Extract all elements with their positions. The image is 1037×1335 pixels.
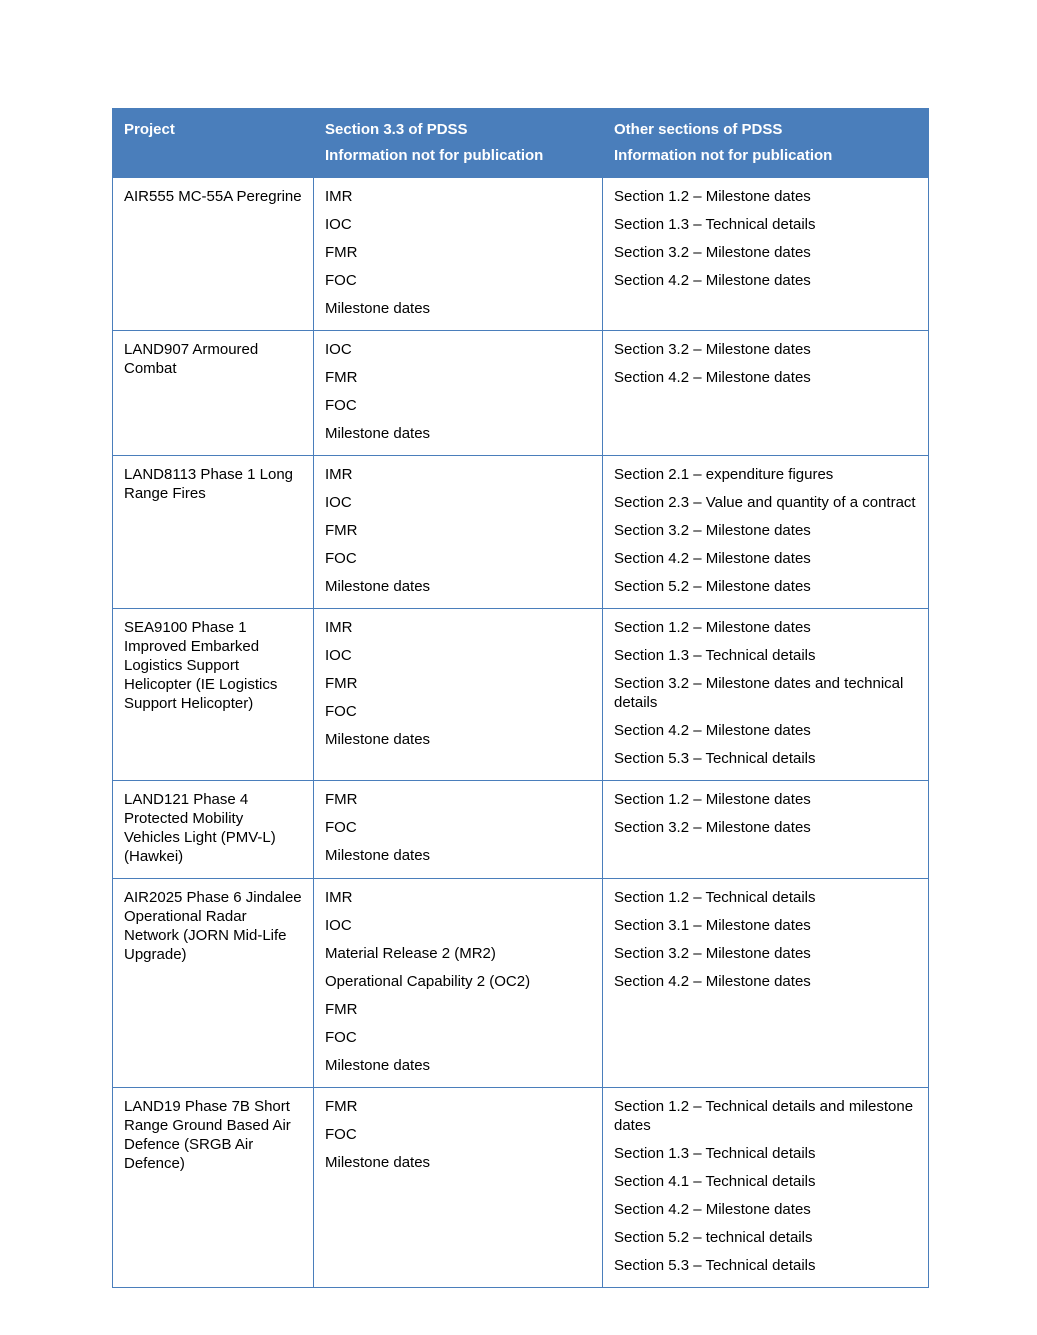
cell-item: Section 2.1 – expenditure figures (614, 466, 834, 483)
table-row (113, 609, 929, 781)
cell-item: FOC (325, 397, 357, 414)
cell-item: Section 4.2 – Milestone dates (614, 1201, 811, 1218)
cell-section-3-3 (314, 178, 603, 331)
cell-item: Section 4.2 – Milestone dates (614, 272, 811, 289)
cell-item: Section 1.2 – Milestone dates (614, 791, 811, 808)
column-header-line: Section 3.3 of PDSS (325, 121, 468, 138)
column-header-other_sections (603, 109, 929, 178)
cell-section-3-3 (314, 781, 603, 879)
column-header-line: Project (124, 121, 175, 138)
cell-item: Milestone dates (325, 731, 431, 748)
cell-item: Section 2.3 – Value and quantity of a contract (614, 494, 916, 511)
cell-project (113, 331, 314, 456)
cell-item: Section 1.2 – Technical details (614, 889, 816, 906)
cell-other-sections (603, 178, 929, 331)
project-name: LAND907 Armoured Combat (124, 341, 259, 377)
table-row (113, 178, 929, 331)
cell-item: FMR (325, 1098, 358, 1115)
cell-item: IOC (325, 917, 352, 934)
cell-item: Section 1.3 – Technical details (614, 647, 816, 664)
cell-section-3-3 (314, 1088, 603, 1288)
project-name: LAND121 Phase 4 Protected Mobility Vehicles Light (PMV-L) (Hawkei) (124, 791, 276, 865)
cell-item: Section 5.2 – Milestone dates (614, 578, 811, 595)
cell-item: Section 1.2 – Technical details and milestone dates (614, 1098, 914, 1134)
cell-other-sections (603, 609, 929, 781)
cell-item: Milestone dates (325, 425, 431, 442)
cell-other-sections (603, 456, 929, 609)
cell-item: Section 3.2 – Milestone dates (614, 945, 811, 962)
table-row (113, 879, 929, 1088)
cell-item: IOC (325, 341, 352, 358)
cell-item: Section 4.1 – Technical details (614, 1173, 816, 1190)
cell-item: Section 5.3 – Technical details (614, 750, 816, 767)
table-row (113, 331, 929, 456)
cell-item: Section 1.2 – Milestone dates (614, 619, 811, 636)
table-header (113, 109, 929, 178)
table-row (113, 781, 929, 879)
cell-item: Milestone dates (325, 300, 431, 317)
cell-item: FOC (325, 819, 357, 836)
cell-item: FMR (325, 522, 358, 539)
table-body (113, 178, 929, 1288)
cell-item: Section 3.1 – Milestone dates (614, 917, 811, 934)
cell-item: IOC (325, 216, 352, 233)
cell-item: FMR (325, 791, 358, 808)
cell-item: Section 5.3 – Technical details (614, 1257, 816, 1274)
cell-item: IMR (325, 619, 353, 636)
cell-project (113, 781, 314, 879)
cell-item: Milestone dates (325, 1154, 431, 1171)
cell-item: Section 3.2 – Milestone dates (614, 819, 811, 836)
cell-item: IOC (325, 494, 352, 511)
cell-section-3-3 (314, 879, 603, 1088)
cell-section-3-3 (314, 609, 603, 781)
cell-item: FOC (325, 1029, 357, 1046)
cell-item: Section 4.2 – Milestone dates (614, 550, 811, 567)
cell-item: IMR (325, 889, 353, 906)
column-header-line: Information not for publication (614, 147, 833, 164)
cell-item: FOC (325, 703, 357, 720)
cell-item: Material Release 2 (MR2) (325, 945, 496, 962)
cell-section-3-3 (314, 456, 603, 609)
cell-other-sections (603, 879, 929, 1088)
cell-item: Section 1.3 – Technical details (614, 216, 816, 233)
cell-item: FOC (325, 272, 357, 289)
cell-item: Section 4.2 – Milestone dates (614, 722, 811, 739)
cell-project (113, 1088, 314, 1288)
cell-item: FOC (325, 1126, 357, 1143)
cell-item: Section 3.2 – Milestone dates (614, 244, 811, 261)
cell-project (113, 609, 314, 781)
cell-other-sections (603, 781, 929, 879)
cell-item: Milestone dates (325, 847, 431, 864)
table-row (113, 1088, 929, 1288)
column-header-line: Other sections of PDSS (614, 121, 783, 138)
cell-item: Section 3.2 – Milestone dates (614, 522, 811, 539)
column-header-project (113, 109, 314, 178)
cell-item: FMR (325, 1001, 358, 1018)
column-header-section_33 (314, 109, 603, 178)
cell-project (113, 178, 314, 331)
cell-other-sections (603, 331, 929, 456)
cell-item: FMR (325, 244, 358, 261)
cell-project (113, 879, 314, 1088)
cell-item: FMR (325, 369, 358, 386)
cell-item: Operational Capability 2 (OC2) (325, 973, 531, 990)
cell-item: Section 4.2 – Milestone dates (614, 973, 811, 990)
pdss-information-not-for-publication-table (112, 108, 929, 1288)
cell-item: IMR (325, 188, 353, 205)
cell-section-3-3 (314, 331, 603, 456)
header-row (113, 109, 929, 178)
cell-project (113, 456, 314, 609)
cell-other-sections (603, 1088, 929, 1288)
cell-item: IMR (325, 466, 353, 483)
cell-item: Section 3.2 – Milestone dates and technical details (614, 675, 904, 711)
pdss-table-container (112, 108, 928, 1288)
table-row (113, 456, 929, 609)
column-header-line: Information not for publication (325, 147, 544, 164)
project-name: LAND8113 Phase 1 Long Range Fires (124, 466, 294, 502)
cell-item: Section 1.3 – Technical details (614, 1145, 816, 1162)
cell-item: IOC (325, 647, 352, 664)
cell-item: Milestone dates (325, 1057, 431, 1074)
cell-item: Milestone dates (325, 578, 431, 595)
project-name: AIR2025 Phase 6 Jindalee Operational Radar Network (JORN Mid-Life Upgrade) (124, 889, 302, 963)
project-name: AIR555 MC-55A Peregrine (124, 188, 302, 205)
cell-item: FOC (325, 550, 357, 567)
cell-item: Section 4.2 – Milestone dates (614, 369, 811, 386)
cell-item: Section 1.2 – Milestone dates (614, 188, 811, 205)
cell-item: Section 3.2 – Milestone dates (614, 341, 811, 358)
project-name: LAND19 Phase 7B Short Range Ground Based Air Defence (SRGB Air Defence) (124, 1098, 291, 1172)
cell-item: Section 5.2 – technical details (614, 1229, 813, 1246)
project-name: SEA9100 Phase 1 Improved Embarked Logistics Support Helicopter (IE Logistics Support Helicopter) (124, 619, 278, 712)
cell-item: FMR (325, 675, 358, 692)
